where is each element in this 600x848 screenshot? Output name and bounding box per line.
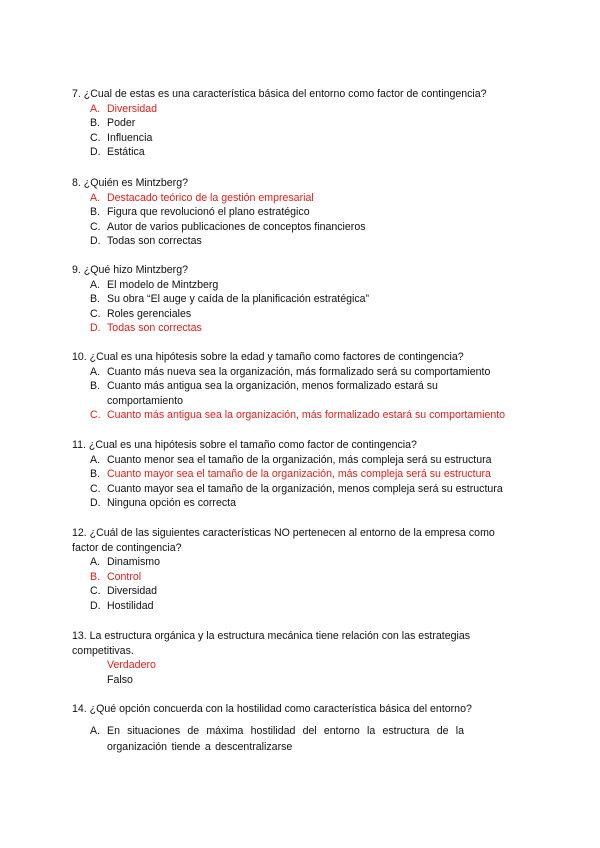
option-letter: C. (90, 307, 101, 320)
option-letter: B. (90, 206, 101, 219)
option-a (72, 278, 532, 293)
option-letter: D. (90, 497, 101, 510)
option-text: Ninguna opción es correcta (107, 497, 236, 510)
option-letter: C. (90, 482, 101, 495)
option-text: Control (107, 570, 142, 583)
question-text: 14. ¿Qué opción concuerda con la hostilidad como característica básica del entorno? (72, 703, 472, 715)
option-list (72, 365, 542, 423)
option-list (72, 191, 532, 249)
option-c (72, 307, 532, 322)
option-text: Hostilidad (107, 599, 154, 612)
option-text: En situaciones de máxima hostilidad del entorno la estructura de la organización tiende a descentralizarse (107, 724, 464, 753)
option-b (72, 205, 532, 220)
option-text: Dinamismo (107, 556, 160, 569)
option-letter: A. (90, 724, 101, 737)
option-text: Cuanto más antigua sea la organización, menos formalizado estará su comportamiento (107, 380, 438, 407)
option-letter: B. (90, 468, 101, 481)
option-text: Autor de varios publicaciones de conceptos financieros (107, 220, 366, 233)
option-text: Roles gerenciales (107, 307, 192, 320)
option-list (72, 723, 464, 755)
option-letter: B. (90, 380, 101, 393)
option-d (72, 599, 522, 614)
option-letter: D. (90, 599, 101, 612)
option-list (72, 555, 522, 613)
option-letter: D. (90, 235, 101, 248)
question-text: 13. La estructura orgánica y la estructura mecánica tiene relación con las estrategias competitivas. (72, 630, 471, 657)
option-b (72, 116, 532, 131)
option-text: Influencia (107, 131, 153, 144)
option-c (72, 584, 522, 599)
option-a (72, 191, 532, 206)
option-d (72, 145, 532, 160)
option-text: El modelo de Mintzberg (107, 278, 219, 291)
option-letter: B. (90, 570, 101, 583)
option-text: Cuanto más nueva sea la organización, más formalizado será su comportamiento (107, 365, 491, 378)
option-text: Todas son correctas (107, 322, 202, 335)
option-letter: A. (90, 556, 101, 569)
option-text: Diversidad (107, 585, 158, 598)
question-8 (72, 176, 532, 249)
option-letter: A. (90, 191, 101, 204)
option-c (72, 220, 532, 235)
option-a (72, 723, 464, 755)
option-letter: C. (90, 409, 101, 422)
option-c (72, 408, 542, 423)
question-text: 9. ¿Qué hizo Mintzberg? (72, 264, 188, 276)
option-text: Cuanto mayor sea el tamaño de la organización, menos compleja será su estructura (107, 482, 503, 495)
option-text: Diversidad (107, 102, 158, 115)
option-text: Su obra “El auge y caída de la planificación estratégica” (107, 293, 370, 306)
option-text: Estática (107, 146, 145, 159)
option-a (72, 102, 532, 117)
option-a (72, 453, 542, 468)
option-letter: B. (90, 117, 101, 130)
option-b (72, 570, 522, 585)
option-letter: A. (90, 102, 101, 115)
question-14 (72, 702, 522, 755)
option-letter: C. (90, 220, 101, 233)
option-list (72, 278, 532, 336)
option-text: Cuanto mayor sea el tamaño de la organización, más compleja será su estructura (107, 468, 491, 481)
option-b (72, 467, 542, 482)
option-list (72, 102, 532, 160)
question-text: 7. ¿Cual de estas es una característica básica del entorno como factor de contingencia? (72, 88, 487, 100)
option-letter: B. (90, 293, 101, 306)
question-text: 11. ¿Cual es una hipótesis sobre el tamaño como factor de contingencia? (72, 439, 417, 451)
question-text: 12. ¿Cuál de las siguientes características NO pertenecen al entorno de la empresa como factor de contingencia? (72, 527, 495, 554)
option-text: Todas son correctas (107, 235, 202, 248)
option-text: Verdadero (107, 659, 156, 672)
question-13 (72, 629, 512, 687)
option-letter: D. (90, 322, 101, 335)
option-a (72, 365, 542, 380)
question-9 (72, 263, 532, 336)
question-7 (72, 87, 532, 160)
option-letter: D. (90, 146, 101, 159)
option-b (72, 292, 532, 307)
question-11 (72, 438, 542, 511)
option-text: Cuanto menor sea el tamaño de la organización, más compleja será su estructura (107, 453, 492, 466)
option-letter: A. (90, 365, 101, 378)
option-list (72, 453, 542, 511)
option-c (72, 482, 542, 497)
option-letter: C. (90, 585, 101, 598)
option-text: Destacado teórico de la gestión empresarial (107, 191, 314, 204)
option-letter: A. (90, 453, 101, 466)
option-c (72, 131, 532, 146)
option-text: Falso (107, 673, 133, 686)
option-text: Poder (107, 117, 136, 130)
option-d (72, 234, 532, 249)
option-true (72, 658, 512, 673)
option-text: Figura que revolucionó el plano estratégico (107, 206, 310, 219)
question-12 (72, 526, 522, 614)
question-text: 10. ¿Cual es una hipótesis sobre la edad y tamaño como factores de contingencia? (72, 351, 464, 363)
option-letter: C. (90, 131, 101, 144)
option-false (72, 673, 512, 688)
question-text: 8. ¿Quién es Mintzberg? (72, 177, 188, 189)
option-letter: A. (90, 278, 101, 291)
option-text: Cuanto más antigua sea la organización, más formalizado estará su comportamiento (107, 409, 506, 422)
question-10 (72, 350, 542, 423)
option-d (72, 496, 542, 511)
option-b (72, 379, 467, 408)
option-a (72, 555, 522, 570)
option-d (72, 321, 532, 336)
option-list (72, 658, 512, 687)
